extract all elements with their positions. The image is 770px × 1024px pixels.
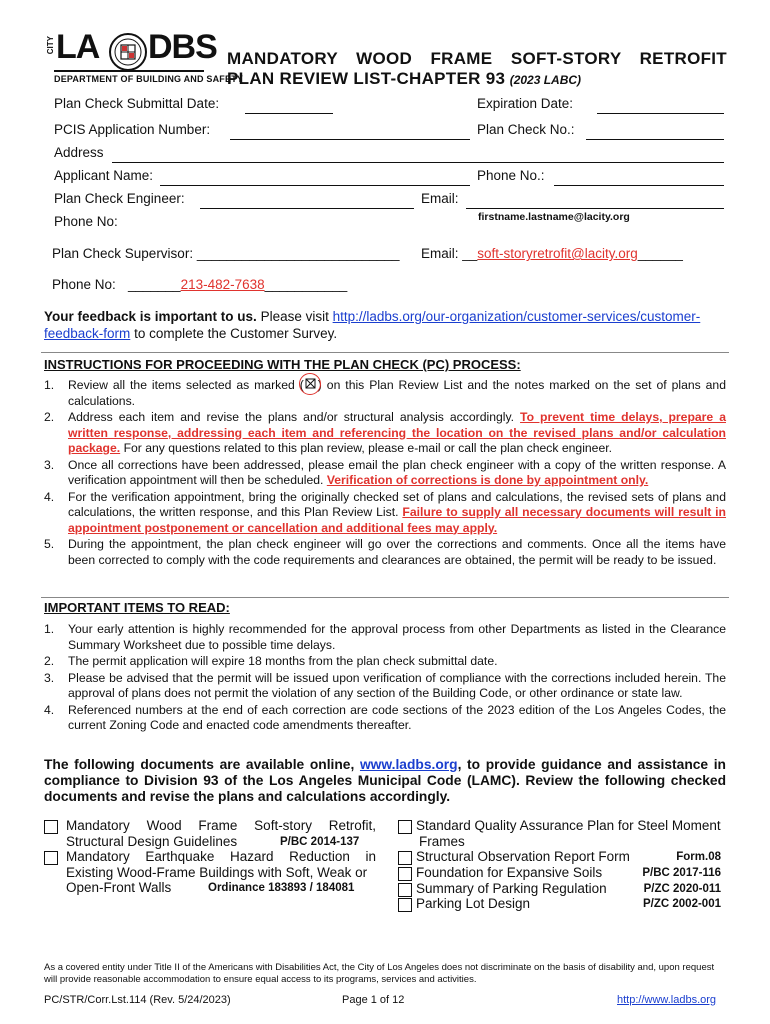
instruction-warning: To prevent time delays, prepare a written response, addressing each item and referencing the location on the revised plans and/or calculation package. [68,410,726,455]
ada-notice: As a covered entity under Title II of the Americans with Disabilities Act, the City of Los Angeles does not discriminate on the basis of disability and, upon request will provide reasonable accommodation to ensure equal access to its programs, services and activities. [44,962,715,985]
feedback-bold: Your feedback is important to us. [44,309,257,324]
applicant-name-label: Applicant Name: [54,168,154,183]
instruction-text: Address each item and revise the plans and/or structural analysis accordingly. [68,410,515,424]
engineer-email-input[interactable] [466,194,724,209]
document-code: Form.08 [676,851,721,863]
important-text: Referenced numbers at the end of each correction are code sections of the 2023 edition of the Los Angeles Codes, the current Zoning Code and enacted code amendments thereafter. [68,702,726,732]
document-code: P/ZC 2002-001 [643,898,721,910]
document-title-line1: MANDATORY WOOD FRAME SOFT-STORY RETROFIT [227,49,727,68]
title-edition: (2023 LABC) [509,73,582,87]
logo-department: DEPARTMENT OF BUILDING AND SAFETY [54,74,244,84]
document-checkbox[interactable] [398,898,412,912]
phone-prefix: _______ [128,277,181,292]
item-number: 3. [44,670,55,685]
instruction-item [44,537,726,568]
document-title: Parking Lot Design [416,896,531,911]
plan-check-engineer-input[interactable] [200,194,414,209]
document-item [416,849,721,865]
document-item [416,818,728,849]
pcis-number-input[interactable] [230,125,470,140]
email-format-hint: firstname.lastname@lacity.org [478,211,630,223]
applicant-name-input[interactable] [160,171,470,186]
plan-check-no-input[interactable] [586,125,724,140]
plan-check-engineer-label: Plan Check Engineer: [54,191,185,206]
item-number: 3. [44,457,55,472]
important-item [44,654,726,670]
feedback-text2: to complete the Customer Survey. [134,326,338,341]
expiration-date-input[interactable] [597,99,724,114]
document-code: Ordinance 183893 / 184081 [208,882,355,894]
document-checkbox[interactable] [398,851,412,865]
document-item [416,865,721,881]
form-id: PC/STR/Corr.Lst.114 (Rev. 5/24/2023) [44,994,231,1006]
instruction-text: Review all the items selected as marked ( [68,378,304,392]
important-list [44,622,726,735]
item-number: 1. [44,622,55,636]
instruction-text-2: ) on this Plan Review List and the notes marked on the set of plans and calculations. [68,378,726,408]
instruction-item [44,458,726,489]
logo-city-text: CITY [46,36,55,55]
engineer-email-label: Email: [421,191,459,206]
important-heading: IMPORTANT ITEMS TO READ: [44,600,230,615]
feedback-link-1[interactable]: http://ladbs.org/our-organization/customer-services/customer- [332,309,701,324]
instructions-list [44,378,726,569]
document-checkbox[interactable] [398,883,412,897]
logo-rule [54,70,204,72]
instruction-text: Once all corrections have been addressed, please email the plan check engineer with a copy of the written response. A verification appointment will then be scheduled. [68,457,726,487]
document-title: Open-Front Walls [66,880,172,895]
document-title: Structural Design Guidelines [66,833,238,849]
item-number: 4. [44,489,55,504]
document-item [66,818,376,849]
feedback-link-2[interactable]: feedback-form [44,326,131,341]
phone-no-label: Phone No.: [477,168,545,183]
item-number: 1. [44,378,55,392]
instruction-text-2: For any questions related to this plan review, please e-mail or call the plan check engineer. [123,441,613,455]
documents-intro-text: The following documents are available online, [44,757,355,772]
document-title: Mandatory Wood Frame Soft-story Retrofit, [66,818,376,833]
supervisor-phone-value: 213-482-7638 [180,277,265,292]
important-item [44,703,726,734]
item-number: 4. [44,702,55,717]
pcis-number-label: PCIS Application Number: [54,122,211,137]
address-input[interactable] [112,148,724,163]
supervisor-phone [128,277,347,292]
instruction-text: For the verification appointment, bring the originally checked set of plans and calculations, the revised sets of plans and calculations, the written response, and this Plan Review List. [68,489,726,519]
plan-check-no-label: Plan Check No.: [477,122,575,137]
instructions-heading: INSTRUCTIONS FOR PROCEEDING WITH THE PLAN CHECK (PC) PROCESS: [44,357,521,372]
document-title: Structural Observation Report Form [416,849,630,864]
phone-tail: ___________ [264,277,348,292]
footer-url[interactable]: http://www.ladbs.org [617,994,717,1006]
supervisor-email-tail: ______ [637,246,683,261]
document-title-line2 [227,69,581,89]
document-checkbox[interactable] [44,851,58,865]
supervisor-phone-label: Phone No: [52,277,116,292]
applicant-phone-input[interactable] [554,171,724,186]
documents-intro [44,757,726,805]
logo-dbs-text: DBS [148,28,217,66]
important-text: Please be advised that the permit will be issued upon verification of compliance with the corrections included herein. The approval of plans does not permit the violation of any section of the Building Code, or other ordinance or state law. [68,670,726,700]
document-title: Mandatory Earthquake Hazard Reduction in [66,849,376,864]
supervisor-email [421,246,683,261]
document-item [416,896,721,912]
instruction-item [44,378,726,409]
instruction-item [44,490,726,537]
checked-box-icon [304,378,318,390]
feedback-paragraph [44,308,728,342]
document-checkbox[interactable] [398,867,412,881]
instruction-text: During the appointment, the plan check engineer will go over the corrections and comments. Once all the items have been corrected to comply with the code requirements and clearances are obtained, the permit will be ready to be issued. [68,537,726,567]
instruction-item [44,410,726,457]
logo-la-text: LA [56,28,100,66]
page-number: Page 1 of 12 [342,994,405,1006]
important-item [44,622,726,653]
document-title: Foundation for Expansive Soils [416,865,603,880]
feedback-text1: Please visit [260,309,329,324]
document-checkbox[interactable] [44,820,58,834]
submittal-date-input[interactable] [245,99,333,114]
important-text: Your early attention is highly recommended for the approval process from other Departments as listed in the Clearance Summary Worksheet due to possible time delays. [68,622,726,652]
ladbs-logo [46,28,244,88]
document-code: P/BC 2017-116 [642,867,721,879]
documents-intro-text-2: , to provide guidance and assistance in compliance to Division 93 of the Los Angeles Municipal Code (LAMC). Review the following checked documents and revise the plans and calculations accordingly. [44,757,726,804]
instruction-warning: Failure to supply all necessary documents will result in appointment postponement or cancellation and additional fees may apply. [68,505,727,535]
city-seal-icon [108,32,148,72]
important-text: The permit application will expire 18 months from the plan check submittal date. [68,654,498,668]
document-title: Summary of Parking Regulation [416,881,607,896]
item-number: 2. [44,654,55,668]
document-checkbox[interactable] [398,820,412,834]
important-item [44,671,726,702]
item-number: 5. [44,537,55,551]
supervisor-email-label: Email: __ [421,246,478,261]
supervisor-label: Plan Check Supervisor: ___________________________ [52,246,400,261]
engineer-phone-label: Phone No: [54,214,118,229]
title-chapter: PLAN REVIEW LIST-CHAPTER 93 [227,69,506,88]
document-title: Existing Wood-Frame Buildings with Soft, Weak or [66,864,368,880]
expiration-date-label: Expiration Date: [477,96,574,111]
document-code: P/BC 2014-137 [280,835,360,848]
address-label: Address [54,145,104,160]
submittal-date-label: Plan Check Submittal Date: [54,96,220,111]
instruction-warning: Verification of corrections is done by appointment only. [326,473,649,487]
item-number: 2. [44,410,55,424]
supervisor-email-value[interactable]: soft-storyretrofit@lacity.org [477,246,638,261]
document-item [416,881,721,897]
ladbs-link[interactable]: www.ladbs.org [359,757,458,772]
divider-instructions [41,352,729,353]
document-item [66,849,376,896]
document-code: P/ZC 2020-011 [643,883,721,895]
divider-important [41,597,729,598]
document-title: Frames [419,833,465,849]
document-title: Standard Quality Assurance Plan for Steel Moment [416,818,721,833]
